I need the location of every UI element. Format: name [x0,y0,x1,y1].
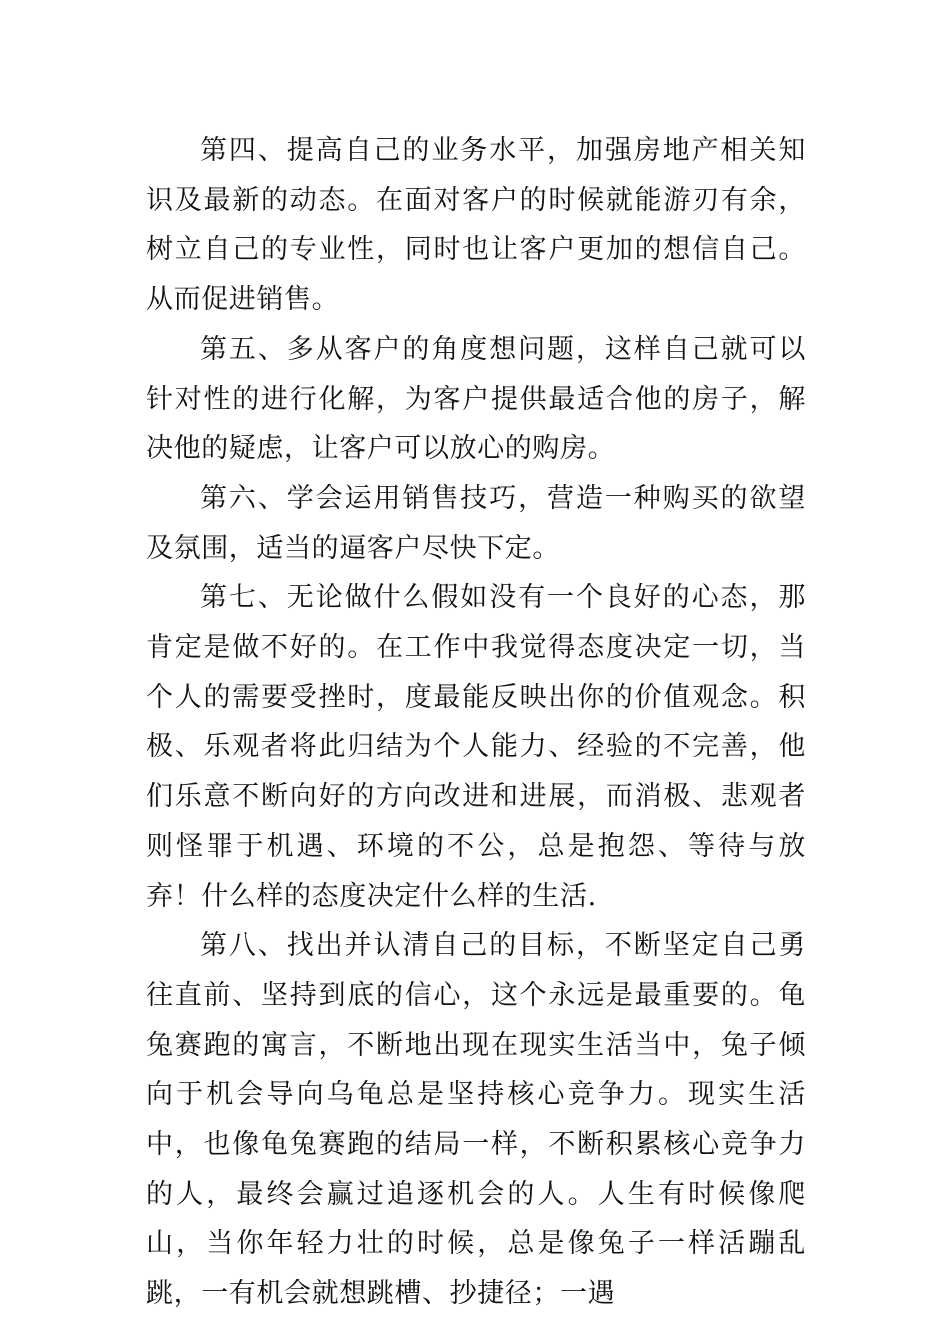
paragraph-4: 第四、提高自己的业务水平，加强房地产相关知识及最新的动态。在面对客户的时候就能游刃有余，树立自己的专业性，同时也让客户更加的想信自己。从而促进销售。 [146,135,806,316]
paragraph-7: 第七、无论做什么假如没有一个良好的心态，那肯定是做不好的。在工作中我觉得态度决定一切，当个人的需要受挫时，度最能反映出你的价值观念。积极、乐观者将此归结为个人能力、经验的不完善，他们乐意不断向好的方向改进和进展，而消极、悲观者则怪罪于机遇、环境的不公，总是抱怨、等待与放弃！什么样的态度决定什么样的生活. [146,582,806,912]
paragraph-8: 第八、找出并认清自己的目标，不断坚定自己勇往直前、坚持到底的信心，这个永远是最重要的。龟兔赛跑的寓言，不断地出现在现实生活当中，兔子倾向于机会导向乌龟总是坚持核心竞争力。现实生活中，也像龟兔赛跑的结局一样，不断积累核心竞争力的人，最终会赢过追逐机会的人。人生有时候像爬山，当你年轻力壮的时候，总是像兔子一样活蹦乱跳，一有机会就想跳槽、抄捷径；一遇 [146,930,806,1310]
paragraph-6: 第六、学会运用销售技巧，营造一种购买的欲望及氛围，适当的逼客户尽快下定。 [146,482,806,564]
document-body [146,126,806,1319]
paragraph-5: 第五、多从客户的角度想问题，这样自己就可以针对性的进行化解，为客户提供最适合他的房子，解决他的疑虑，让客户可以放心的购房。 [146,333,806,465]
